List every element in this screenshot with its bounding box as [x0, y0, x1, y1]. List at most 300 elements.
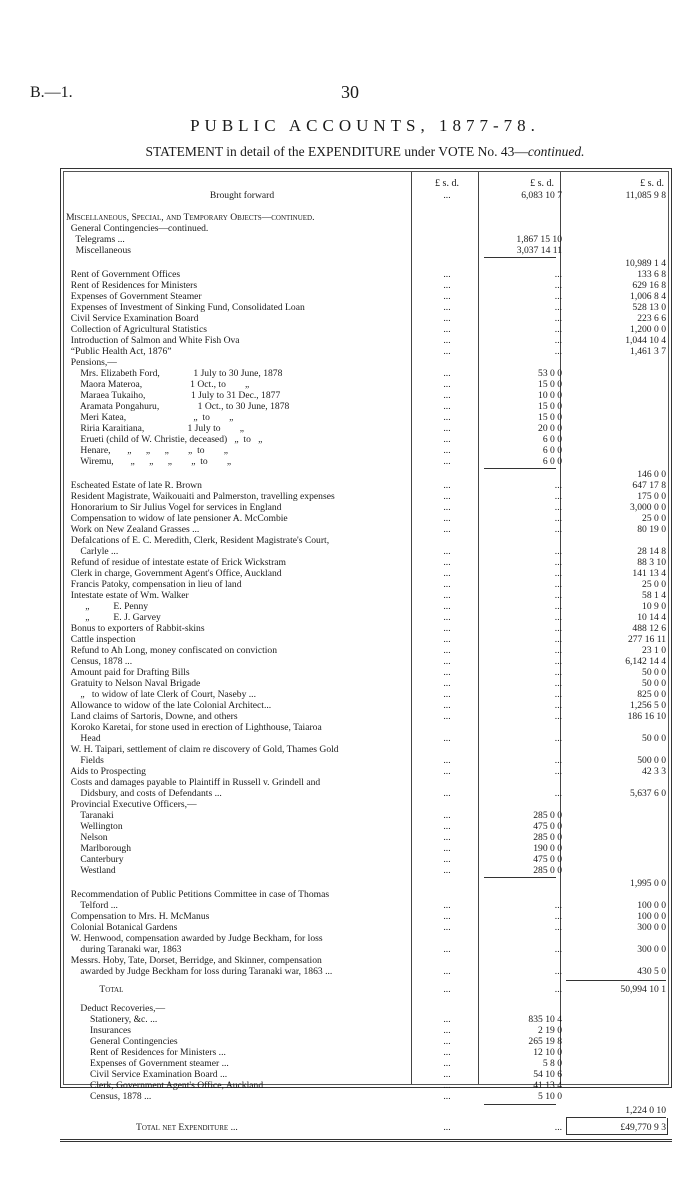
net-total: £49,770 9 3 [620, 1122, 666, 1133]
row-col1: ... [443, 944, 451, 955]
row-col1: ... [443, 1069, 451, 1080]
row-col1: ... [443, 667, 451, 678]
frame-bottom [60, 1139, 672, 1142]
row-description: Honorarium to Sir Julius Vogel for services in England [66, 502, 282, 513]
table-row [66, 612, 670, 623]
row-col2: ... [554, 966, 562, 977]
row-col2: 285 0 0 [533, 810, 562, 821]
row-col1: ... [443, 700, 451, 711]
row-col1: ... [443, 832, 451, 843]
table-row [66, 291, 670, 302]
row-description: Provincial Executive Officers,— [66, 799, 197, 810]
row-description: W. H. Taipari, settlement of claim re discovery of Gold, Thames Gold [66, 744, 339, 755]
row-col3: 1,044 10 4 [625, 335, 666, 346]
row-col3: 11,085 9 8 [625, 190, 666, 201]
table-row [66, 245, 670, 256]
row-col2: ... [554, 601, 562, 612]
table-row [66, 280, 670, 291]
row-description: “Public Health Act, 1876” [66, 346, 172, 357]
row-description: Compensation to Mrs. H. McManus [66, 911, 210, 922]
row-col2: 6,083 10 7 [521, 190, 562, 201]
row-col1: ... [443, 401, 451, 412]
table-row [66, 590, 670, 601]
table-row [66, 469, 670, 480]
row-col1: ... [443, 733, 451, 744]
table-row [66, 1014, 670, 1025]
subtitle-italic: continued. [527, 144, 585, 159]
row-col2: 3,037 14 11 [516, 245, 562, 256]
row-col1: ... [443, 843, 451, 854]
row-description: „ E. J. Garvey [66, 612, 161, 623]
table-row [66, 766, 670, 777]
table-row [66, 434, 670, 445]
row-col2: 6 0 0 [542, 445, 562, 456]
row-col2: ... [554, 755, 562, 766]
row-col1: ... [443, 1014, 451, 1025]
row-col1: ... [443, 865, 451, 876]
table-row [66, 302, 670, 313]
table-row [66, 1058, 670, 1069]
table-row [66, 557, 670, 568]
row-col3: 500 0 0 [637, 755, 666, 766]
row-col1: ... [443, 984, 451, 995]
row-col2: ... [554, 911, 562, 922]
row-col3: 50 0 0 [642, 678, 666, 689]
row-col1: ... [443, 513, 451, 524]
row-col1: ... [443, 324, 451, 335]
row-col1: ... [443, 190, 451, 201]
row-description: Marlborough [66, 843, 132, 854]
row-description: Intestate estate of Wm. Walker [66, 590, 189, 601]
row-description: Rent of Residences for Ministers [66, 280, 198, 291]
table-row [66, 689, 670, 700]
column-header-1: £ s. d. [435, 178, 459, 189]
row-description: Mrs. Elizabeth Ford, 1 July to 30 June, 1878 [66, 368, 283, 379]
row-col3: 23 1 0 [642, 645, 666, 656]
row-description: Expenses of Government steamer ... [66, 1058, 229, 1069]
row-description: Head [66, 733, 101, 744]
row-col3: 10 9 0 [642, 601, 666, 612]
row-col2: ... [554, 302, 562, 313]
row-col2: ... [554, 667, 562, 678]
table-row [66, 645, 670, 656]
table-row [66, 1047, 670, 1058]
table-row [66, 733, 670, 744]
row-col3: 146 0 0 [637, 469, 666, 480]
net-total-box [566, 1118, 668, 1135]
page-subtitle [0, 144, 700, 160]
row-col2: 2 19 0 [538, 1025, 562, 1036]
table-row [66, 190, 670, 201]
row-description: Meri Katea, „ to „ [66, 412, 234, 423]
net-expenditure-label: Total net Expenditure ... [136, 1122, 238, 1133]
row-col2: 15 0 0 [538, 401, 562, 412]
row-col1: ... [443, 280, 451, 291]
row-col1: ... [443, 854, 451, 865]
row-col1: ... [443, 302, 451, 313]
row-description: awarded by Judge Beckham for loss during Taranaki war, 1863 ... [66, 966, 333, 977]
row-col2: 10 0 0 [538, 390, 562, 401]
row-col3: 175 0 0 [637, 491, 666, 502]
row-col1: ... [443, 491, 451, 502]
page-title: PUBLIC ACCOUNTS, 1877-78. [190, 116, 540, 135]
table-row [66, 843, 670, 854]
row-description: Carlyle ... [66, 546, 119, 557]
row-col3: 1,461 3 7 [630, 346, 666, 357]
table-row [66, 601, 670, 612]
page-number: 30 [341, 82, 359, 102]
row-description: Recommendation of Public Petitions Committee in case of Thomas [66, 889, 330, 900]
row-col1: ... [443, 810, 451, 821]
row-col3: 1,256 5 0 [630, 700, 666, 711]
row-col1: ... [443, 966, 451, 977]
table-row [66, 955, 670, 966]
row-col2: ... [554, 900, 562, 911]
table-row [66, 722, 670, 733]
row-col3: 1,995 0 0 [630, 878, 666, 889]
row-col1: ... [443, 368, 451, 379]
table-row [66, 711, 670, 722]
table-row [66, 1069, 670, 1080]
table-row [66, 678, 670, 689]
row-col2: 285 0 0 [533, 832, 562, 843]
row-col1: ... [443, 755, 451, 766]
table-row [66, 634, 670, 645]
row-col1: ... [443, 590, 451, 601]
row-col1: ... [443, 390, 451, 401]
row-col2: ... [554, 766, 562, 777]
row-description: Refund to Ah Long, money confiscated on conviction [66, 645, 278, 656]
row-col2: ... [554, 335, 562, 346]
row-description: Expenses of Government Steamer [66, 291, 202, 302]
table-row [66, 832, 670, 843]
row-col1: ... [443, 445, 451, 456]
table-row [66, 535, 670, 546]
row-col2: 12 10 0 [533, 1047, 562, 1058]
row-col1: ... [443, 456, 451, 467]
row-col2: ... [554, 700, 562, 711]
row-col1: ... [443, 678, 451, 689]
table-row [66, 546, 670, 557]
table-row [66, 755, 670, 766]
row-description: Rent of Government Offices [66, 269, 181, 280]
row-description: Aramata Pongahuru, 1 Oct., to 30 June, 1878 [66, 401, 290, 412]
net-c1: ... [443, 1122, 451, 1133]
row-col2: 6 0 0 [542, 434, 562, 445]
row-col2: ... [554, 291, 562, 302]
row-col3: 42 3 3 [642, 766, 666, 777]
row-col3: 100 0 0 [637, 900, 666, 911]
row-col3: 50 0 0 [642, 667, 666, 678]
row-col1: ... [443, 1058, 451, 1069]
row-col2: ... [554, 944, 562, 955]
table-row [66, 1080, 670, 1091]
row-description: Amount paid for Drafting Bills [66, 667, 190, 678]
row-description: Resident Magistrate, Waikouaiti and Palmerston, travelling expenses [66, 491, 335, 502]
row-col1: ... [443, 291, 451, 302]
row-col3: 1,006 8 4 [630, 291, 666, 302]
row-description: General Contingencies [66, 1036, 178, 1047]
table-row [66, 346, 670, 357]
table-row [66, 799, 670, 810]
row-description: Civil Service Examination Board [66, 313, 199, 324]
row-col2: 6 0 0 [542, 456, 562, 467]
table-row [66, 944, 670, 955]
row-description: Pensions,— [66, 357, 117, 368]
table-row [66, 656, 670, 667]
row-description: Defalcations of E. C. Meredith, Clerk, Resident Magistrate's Court, [66, 535, 330, 546]
table-row [66, 491, 670, 502]
table-row [66, 911, 670, 922]
table-row [66, 878, 670, 889]
recoveries-rule [484, 1104, 556, 1105]
subtitle-main: STATEMENT in detail of the EXPENDITURE under VOTE No. 43— [145, 144, 528, 159]
row-col3: 277 16 11 [627, 634, 666, 645]
row-col1: ... [443, 423, 451, 434]
row-description: Cattle inspection [66, 634, 136, 645]
row-col2: 5 10 0 [538, 1091, 562, 1102]
row-description: W. Henwood, compensation awarded by Judge Beckham, for loss [66, 933, 323, 944]
row-col1: ... [443, 568, 451, 579]
row-description: Census, 1878 ... [66, 656, 133, 667]
table-row [66, 865, 670, 876]
row-col1: ... [443, 346, 451, 357]
row-col3: 50 0 0 [642, 733, 666, 744]
table-row [66, 889, 670, 900]
row-col1: ... [443, 480, 451, 491]
row-col3: 825 0 0 [637, 689, 666, 700]
row-description: Messrs. Hoby, Tate, Dorset, Berridge, and Skinner, compensation [66, 955, 322, 966]
table-row [66, 984, 670, 995]
table-row [66, 513, 670, 524]
row-description: Census, 1878 ... [66, 1091, 152, 1102]
table-row [66, 269, 670, 280]
table-row [66, 524, 670, 535]
row-col2: ... [554, 579, 562, 590]
row-description: Koroko Karetai, for stone used in erection of Lighthouse, Taiaroa [66, 722, 322, 733]
row-col3: 100 0 0 [637, 911, 666, 922]
table-row [66, 456, 670, 467]
row-col3: 430 5 0 [637, 966, 666, 977]
table-row [66, 854, 670, 865]
table-row [66, 1025, 670, 1036]
table-row [66, 258, 670, 269]
row-description: Wiremu, „ „ „ „ to „ [66, 456, 232, 467]
table-row [66, 379, 670, 390]
row-col2: ... [554, 346, 562, 357]
row-col1: ... [443, 922, 451, 933]
row-col1: ... [443, 557, 451, 568]
row-col1: ... [443, 1025, 451, 1036]
row-col2: ... [554, 524, 562, 535]
row-col1: ... [443, 579, 451, 590]
row-col2: ... [554, 491, 562, 502]
row-description: Taranaki [66, 810, 114, 821]
row-description: Escheated Estate of late R. Brown [66, 480, 202, 491]
table-row [66, 423, 670, 434]
table-row [66, 810, 670, 821]
table-row [66, 502, 670, 513]
row-description: Telegrams ... [66, 234, 125, 245]
table-row [66, 324, 670, 335]
row-description: Canterbury [66, 854, 124, 865]
row-col3: 88 3 10 [637, 557, 666, 568]
row-col1: ... [443, 269, 451, 280]
row-description: Clerk, Government Agent's Office, Auckland [66, 1080, 264, 1091]
row-col1: ... [443, 502, 451, 513]
row-col3: 50,994 10 1 [620, 984, 666, 995]
row-col2: 20 0 0 [538, 423, 562, 434]
row-col1: ... [443, 1047, 451, 1058]
row-col2: ... [554, 984, 562, 995]
row-col2: ... [554, 546, 562, 557]
row-col3: 28 14 8 [637, 546, 666, 557]
row-col3: 10 14 4 [637, 612, 666, 623]
row-col2: 835 10 4 [528, 1014, 562, 1025]
row-col3: 25 0 0 [642, 513, 666, 524]
table-row [66, 401, 670, 412]
row-col3: 25 0 0 [642, 579, 666, 590]
row-col1: ... [443, 313, 451, 324]
table-row [66, 777, 670, 788]
table-row [66, 568, 670, 579]
row-col2: 475 0 0 [533, 854, 562, 865]
row-description: Miscellaneous [66, 245, 132, 256]
row-col3: 10,989 1 4 [625, 258, 666, 269]
row-col2: ... [554, 678, 562, 689]
row-description: Gratuity to Nelson Naval Brigade [66, 678, 201, 689]
row-col2: ... [554, 590, 562, 601]
table-row [66, 335, 670, 346]
row-description: „ to widow of late Clerk of Court, Naseby ... [66, 689, 256, 700]
row-description: Allowance to widow of the late Colonial Architect... [66, 700, 272, 711]
table-row [66, 412, 670, 423]
row-col3: 488 12 6 [632, 623, 666, 634]
row-col1: ... [443, 911, 451, 922]
row-col2: ... [554, 313, 562, 324]
row-col2: ... [554, 269, 562, 280]
row-description: Land claims of Sartoris, Downe, and others [66, 711, 238, 722]
row-description: during Taranaki war, 1863 [66, 944, 182, 955]
table-row [66, 1036, 670, 1047]
table-row [66, 1091, 670, 1102]
row-description: Insurances [66, 1025, 132, 1036]
row-col2: 190 0 0 [533, 843, 562, 854]
table-row [66, 390, 670, 401]
row-col3: 647 17 8 [632, 480, 666, 491]
row-col3: 3,000 0 0 [630, 502, 666, 513]
row-description: Bonus to exporters of Rabbit-skins [66, 623, 205, 634]
total-rule [566, 980, 666, 981]
column-header-3: £ s. d. [640, 178, 664, 189]
row-description: Compensation to widow of late pensioner A. McCombie [66, 513, 288, 524]
row-col2: 41 13 4 [533, 1080, 562, 1091]
net-c2: ... [554, 1122, 562, 1133]
row-description: Erueti (child of W. Christie, deceased) „ to „ [66, 434, 263, 445]
table-row [66, 966, 670, 977]
subtotal-rule [484, 468, 556, 469]
table-row [66, 900, 670, 911]
row-col2: ... [554, 634, 562, 645]
table-row [66, 579, 670, 590]
row-col2: 265 19 8 [528, 1036, 562, 1047]
row-description: Introduction of Salmon and White Fish Ova [66, 335, 240, 346]
row-col3: 133 6 8 [637, 269, 666, 280]
row-col2: ... [554, 711, 562, 722]
row-col1: ... [443, 335, 451, 346]
row-col2: ... [554, 568, 562, 579]
row-description: Refund of residue of intestate estate of Erick Wickstram [66, 557, 287, 568]
row-description: Maora Materoa, 1 Oct., to „ [66, 379, 250, 390]
row-col1: ... [443, 645, 451, 656]
row-col3: 58 1 4 [642, 590, 666, 601]
row-col3: 629 16 8 [632, 280, 666, 291]
table-row [66, 223, 670, 234]
row-description: Westland [66, 865, 116, 876]
row-description: Deduct Recoveries,— [66, 1003, 166, 1014]
row-col3: 300 0 0 [637, 944, 666, 955]
row-col2: ... [554, 280, 562, 291]
row-col1: ... [443, 821, 451, 832]
table-row [66, 368, 670, 379]
row-col2: ... [554, 733, 562, 744]
row-description: Work on New Zealand Grasses ... [66, 524, 200, 535]
row-col1: ... [443, 546, 451, 557]
row-col2: ... [554, 324, 562, 335]
row-col3: 5,637 6 0 [630, 788, 666, 799]
row-description: Total [66, 984, 124, 995]
table-row [66, 212, 670, 223]
row-col1: ... [443, 412, 451, 423]
row-description: Rent of Residences for Ministers ... [66, 1047, 226, 1058]
page-ref: B.—1. [30, 84, 73, 101]
table-row [66, 700, 670, 711]
row-description: Brought forward [66, 190, 275, 201]
row-col3: 80 19 0 [637, 524, 666, 535]
row-description: Civil Service Examination Board ... [66, 1069, 228, 1080]
recoveries-total: 1,224 0 10 [625, 1105, 666, 1116]
row-description: Fields [66, 755, 104, 766]
row-col2: 1,867 15 10 [516, 234, 562, 245]
table-row [66, 744, 670, 755]
row-col2: ... [554, 612, 562, 623]
row-col3: 141 13 4 [632, 568, 666, 579]
table-row [66, 788, 670, 799]
row-col1: ... [443, 689, 451, 700]
table-row [66, 445, 670, 456]
row-col1: ... [443, 766, 451, 777]
row-description: Francis Patoky, compensation in lieu of land [66, 579, 242, 590]
row-col1: ... [443, 634, 451, 645]
row-col2: ... [554, 922, 562, 933]
row-col2: ... [554, 513, 562, 524]
column-header-2: £ s. d. [530, 178, 554, 189]
table-row [66, 623, 670, 634]
row-col1: ... [443, 1091, 451, 1102]
row-col1: ... [443, 711, 451, 722]
row-description: Telford ... [66, 900, 118, 911]
row-description: General Contingencies—continued. [66, 223, 209, 234]
row-col1: ... [443, 434, 451, 445]
row-col1: ... [443, 601, 451, 612]
row-description: Aids to Prospecting [66, 766, 146, 777]
row-description: Miscellaneous, Special, and Temporary Objects—continued. [66, 212, 315, 223]
row-col2: 15 0 0 [538, 379, 562, 390]
row-col2: 5 8 0 [542, 1058, 562, 1069]
row-col1: ... [443, 656, 451, 667]
row-description: Stationery, &c. ... [66, 1014, 158, 1025]
row-col2: ... [554, 480, 562, 491]
